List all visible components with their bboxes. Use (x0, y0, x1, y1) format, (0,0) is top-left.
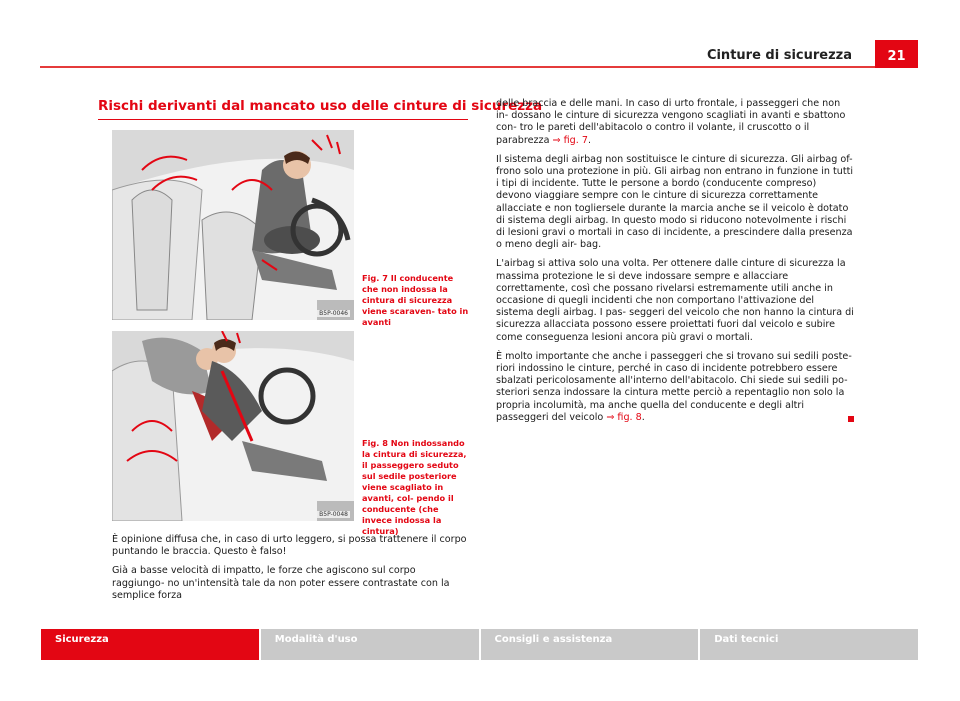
right-column (496, 98, 854, 431)
driver-unbelted-illustration (112, 130, 354, 320)
figure-caption-text: Non indossando la cintura di sicurezza, il passeggero seduto sul sedile posteriore viene scagliato in avanti, col- pendo il conducente (che invece indossa la cintura) (362, 438, 467, 536)
footer-tab-modalita-uso[interactable]: Modalità d'uso (261, 629, 479, 660)
left-column (112, 534, 468, 609)
section-end-marker-icon (848, 416, 854, 422)
paragraph: delle braccia e delle mani. In caso di urto frontale, i passeggeri che non in- dossano le cinture di sicurezza vengono scagliati in avanti e sbattono con- tro le pareti dell'abitacolo o contro il volante, il cruscotto o il parabrezza ⇒ fig. 7. (496, 98, 846, 146)
figure-code: B5P-0048 (319, 511, 348, 518)
figure-7-reference-link[interactable]: ⇒ fig. 7 (552, 134, 588, 146)
figure-caption-text: Il conducente che non indossa la cintura di sicurezza viene scaraven- tato in avanti (362, 273, 469, 327)
paragraph-text: È molto importante che anche i passeggeri che si trovano sui sedili poste- riori indossino le cinture, perché in caso di incidente potrebbero essere sbalzati pericolosamente all'interno dell'abitacolo. Chi siede sui sedili po- steriori senza indossare la cintura mette perciò a repentaglio non solo la propria incolumità, ma anche quella del conducente e degli altri passeggeri del veicolo (496, 350, 852, 423)
paragraph: Già a basse velocità di impatto, le forze che agiscono sul corpo raggiungo- no un'intensità tale da non poter essere contrastate con la semplice forza (112, 565, 450, 601)
page-number: 21 (875, 40, 918, 68)
figure-7-image (112, 130, 354, 320)
header-rule (40, 66, 918, 68)
footer-tab-consigli-assistenza[interactable]: Consigli e assistenza (481, 629, 699, 660)
footer-tab-sicurezza[interactable]: Sicurezza (41, 629, 259, 660)
figure-7-caption (362, 273, 470, 328)
paragraph-text: delle braccia e delle mani. In caso di urto frontale, i passeggeri che non in- dossano le cinture di sicurezza vengono scagliati in avanti e sbattono con- tro le pareti dell'abitacolo o contro il volante, il cruscotto o il parabrezza (496, 98, 846, 146)
paragraph: L'airbag si attiva solo una volta. Per ottenere dalle cinture di sicurezza la massima protezione le si deve indossare sempre e allacciare correttamente, così che possano rivelarsi estremamente utili anche in occasione di quegli incidenti che non comportano l'attivazione del sistema degli airbag. I pas- seggeri del veicolo che non hanno la cintura di sicurezza allacciata possono essere proiettati fuori dal veicolo e subire come conseguenza lesioni ancora più gravi o mortali. (496, 258, 854, 343)
figure-8-caption (362, 438, 470, 537)
paragraph: È molto importante che anche i passeggeri che si trovano sui sedili poste- riori indossino le cinture, perché in caso di incidente potrebbero essere sbalzati pericolosamente all'interno dell'abitacolo. Chi siede sui sedili po- steriori senza indossare la cintura mette perciò a repentaglio non solo la propria incolumità, ma anche quella del conducente e degli altri passeggeri del veicolo ⇒ fig. 8. (496, 351, 854, 424)
figure-code: B5P-0046 (319, 310, 348, 317)
section-rule (98, 119, 468, 120)
paragraph: Il sistema degli airbag non sostituisce le cinture di sicurezza. Gli airbag of- frono solo una protezione in più. Gli airbag non entrano in funzione in tutti i tipi di incidente. Tutte le persone a bordo (conducente compreso) devono viaggiare sempre con le cinture di sicurezza correttamente allacciate e non togliersele durante la marcia anche se il veicolo è dotato di sistema degli airbag. In questo modo si riducono notevolmente i rischi di lesioni gravi o mortali in caso di incidente, a prescindere dalla presenza o meno degli air- bag. (496, 153, 854, 251)
paragraph: È opinione diffusa che, in caso di urto leggero, si possa trattenere il corpo puntando le braccia. Questo è falso! (112, 534, 467, 558)
rear-passenger-unbelted-illustration (112, 331, 354, 521)
page-header-title: Cinture di sicurezza (706, 48, 852, 63)
figure-8-reference-link[interactable]: ⇒ fig. 8 (606, 411, 642, 423)
footer-navigation (41, 629, 918, 660)
figure-8-image (112, 331, 354, 521)
footer-tab-dati-tecnici[interactable]: Dati tecnici (700, 629, 918, 660)
figure-label: Fig. 7 (362, 273, 388, 283)
figure-label: Fig. 8 (362, 438, 388, 448)
section-title: Rischi derivanti dal mancato uso delle cinture di sicurezza (98, 98, 543, 114)
